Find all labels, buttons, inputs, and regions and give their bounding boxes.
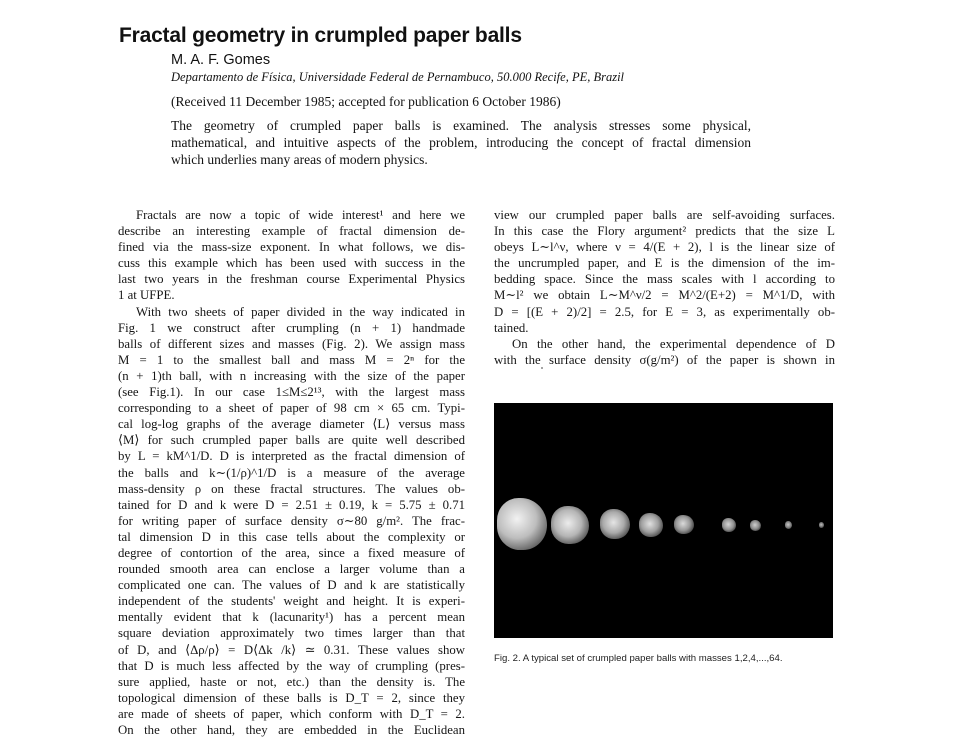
paper-ball: [674, 515, 694, 534]
figure-caption: Fig. 2. A typical set of crumpled paper balls with masses 1,2,4,...,64.: [494, 653, 783, 664]
column-line: degree of contortion of the area, since a fixed measure of: [118, 545, 465, 560]
column-line: 1 at UFPE.: [118, 288, 175, 303]
column-line: bedding space. Since the mass scales with l according to: [494, 272, 835, 287]
scan-speck: [541, 367, 543, 369]
received-dates: (Received 11 December 1985; accepted for publication 6 October 1986): [171, 94, 561, 109]
column-line: On the other hand, they are embedded in the Euclidean: [118, 723, 465, 737]
abstract-line: which underlies many areas of modern physics.: [171, 152, 428, 167]
column-line: independent of the students' weight and height. It is experi-: [118, 594, 465, 609]
column-line: topological dimension of these balls is D_T = 2, since they: [118, 690, 465, 705]
column-line: With two sheets of paper divided in the way indicated in: [136, 304, 465, 319]
author-name: M. A. F. Gomes: [171, 52, 271, 68]
column-line: fined via the mass-size exponent. In what follows, we dis-: [118, 240, 465, 255]
paper-ball: [750, 520, 761, 531]
column-line: the uncrumpled paper, and E is the dimension of the im-: [494, 256, 835, 271]
column-line: sure applied, haste or not, etc.) than the density is. The: [118, 674, 465, 689]
column-line: In this case the Flory argument² predicts that the size L: [494, 224, 835, 239]
column-line: are made of sheets of paper, which conform with D_T = 2.: [118, 706, 465, 721]
column-line: balls of different sizes and masses (Fig. 2). We assign mass: [118, 336, 465, 351]
figure-crumpled-balls: [494, 403, 833, 638]
column-line: by L = kM^1/D. D is interpreted as the fractal dimension of: [118, 449, 465, 464]
column-line: (n + 1)th ball, with n increasing with the size of the paper: [118, 368, 465, 383]
column-line: of D, and ⟨Δρ/ρ⟩ = D⟨Δk /k⟩ ≃ 0.31. These values show: [118, 642, 465, 657]
column-line: obeys L∼l^ν, where ν = 4/(E + 2), l is the linear size of: [494, 240, 835, 255]
column-line: ⟨M⟩ for such crumpled paper balls are quite well described: [118, 433, 465, 448]
paper-ball: [551, 506, 589, 544]
left-column: [118, 207, 465, 738]
paper-ball: [497, 498, 547, 550]
column-line: Fig. 1 we construct after crumpling (n + 1) handmade: [118, 320, 465, 335]
column-line: mentally evident that k (lacunarity¹) has a percent mean: [118, 610, 465, 625]
paper-ball: [639, 513, 663, 537]
column-line: tained for D and k were D = 2.51 ± 0.19, k = 5.75 ± 0.71: [118, 497, 465, 512]
column-line: mass-density ρ on these fractal structures. The values ob-: [118, 481, 465, 496]
column-line: On the other hand, the experimental dependence of D: [512, 336, 835, 351]
column-line: M∼l² we obtain L∼M^ν/2 = M^2/(E+2) = M^1/D, with: [494, 288, 835, 303]
column-line: cal log-log graphs of the average diameter ⟨L⟩ versus mass: [118, 417, 465, 432]
column-line: for writing paper of surface density σ∼80 g/m². The frac-: [118, 513, 465, 528]
abstract-line: The geometry of crumpled paper balls is examined. The analysis stresses some physical,: [171, 118, 751, 133]
paper-ball: [600, 509, 630, 539]
column-line: complicated one can. The values of D and k are statistically: [118, 578, 465, 593]
column-line: (see Fig.1). In our case 1≤M≤2¹³, with the largest mass: [118, 385, 465, 400]
paper-ball: [819, 522, 824, 528]
column-line: view our crumpled paper balls are self-avoiding surfaces.: [494, 208, 835, 222]
paper-ball: [785, 521, 792, 529]
abstract: [171, 117, 751, 168]
paper-ball: [722, 518, 736, 532]
column-line: square deviation approximately two times larger than that: [118, 626, 465, 641]
column-line: the balls and k∼(1/ρ)^1/D is a measure of the average: [118, 465, 465, 480]
column-line: cuss this example which has been used with success in the: [118, 256, 465, 271]
column-line: last two years in the freshman course Experimental Physics: [118, 272, 465, 287]
right-column: [494, 207, 835, 368]
abstract-line: mathematical, and intuitive aspects of the problem, introducing the concept of fractal dimension: [171, 135, 751, 150]
column-line: tained.: [494, 320, 529, 335]
column-line: describe an interesting example of fractal dimension de-: [118, 224, 465, 239]
column-line: rounded smooth area can enclose a larger volume than a: [118, 562, 465, 577]
column-line: tal dimension D in this case tells about the complexity or: [118, 529, 465, 544]
column-line: corresponding to a sheet of paper of 98 cm × 65 cm. Typi-: [118, 401, 465, 416]
author-affiliation: Departamento de Física, Universidade Federal de Pernambuco, 50.000 Recife, PE, Brazil: [171, 70, 625, 84]
column-line: D = [(E + 2)/2] = 2.5, for E = 3, as experimentally ob-: [494, 304, 835, 319]
column-line: with the surface density σ(g/m²) of the paper is shown in: [494, 352, 835, 367]
column-line: that D is much less affected by the way of crumpling (pres-: [118, 658, 465, 673]
column-line: Fractals are now a topic of wide interest¹ and here we: [136, 208, 465, 222]
paper-title: Fractal geometry in crumpled paper balls: [119, 24, 522, 47]
column-line: M = 1 to the smallest ball and mass M = 2ⁿ for the: [118, 352, 465, 367]
